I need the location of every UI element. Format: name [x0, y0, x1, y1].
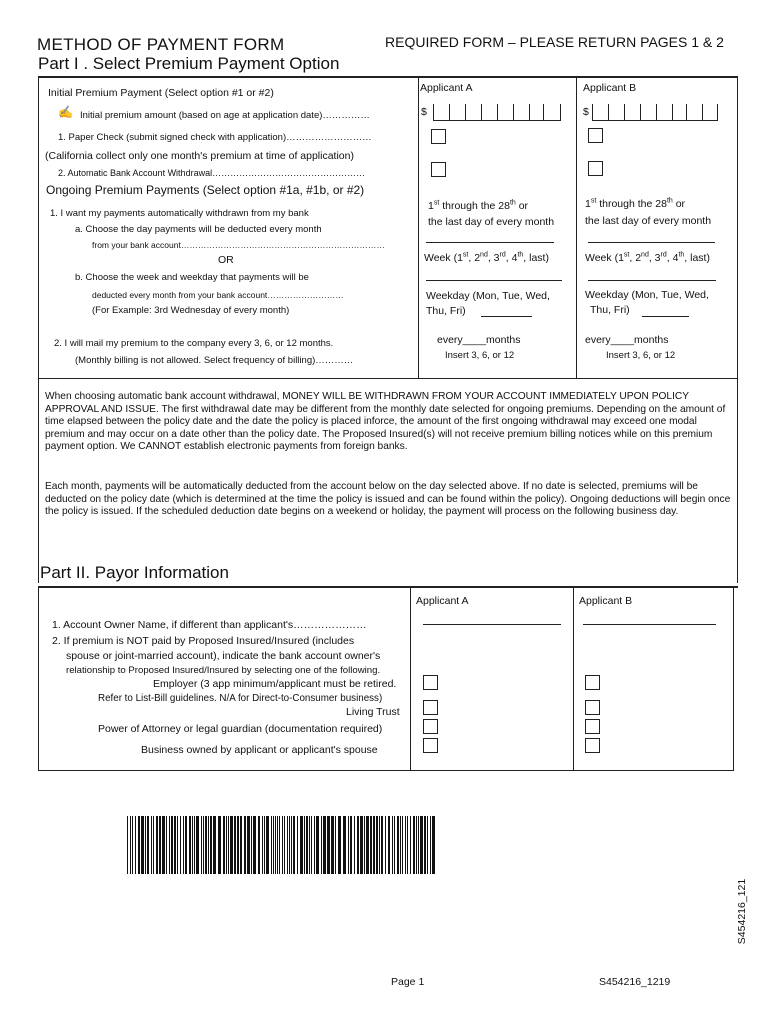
employer-checkbox-a[interactable]	[423, 675, 438, 690]
weekday-line-a[interactable]	[481, 316, 532, 317]
ongoing-option1b-example: (For Example: 3rd Wednesday of every month)	[92, 305, 290, 316]
page-number: Page 1	[391, 976, 425, 988]
paper-check-checkbox-a[interactable]	[431, 129, 446, 144]
employer-line1: Employer (3 app minimum/applicant must be retired.	[153, 678, 397, 690]
part2-title: Part II. Payor Information	[40, 563, 229, 582]
withdrawal-notice: When choosing automatic bank account withdrawal, MONEY WILL BE WITHDRAWN FROM YOUR ACCOUNT IMMEDIATELY UPON POLICY APPROVAL AND ISSUE. The first withdrawal date may be different from the monthly date selected for ongoing premiums. Depending on the amount of time elapsed between the policy date and the date the policy is placed inforce, the amount of the first ongoing withdrawal may exceed one modal premium and may occur on a date other than the policy date. The Proposed Insured(s) will not receive premium billing notices while on this premium payment option. We CANNOT establish electronic payments from foreign banks.	[45, 391, 726, 453]
amount-field-b[interactable]	[592, 104, 718, 121]
ongoing-option1a-line2: from your bank account………………………………………………………………	[92, 240, 385, 250]
part2-right-border	[733, 588, 734, 770]
part2-col-applicant-b: Applicant B	[579, 595, 633, 607]
week-label-b: Week (1st, 2nd, 3rd, 4th, last)	[585, 251, 710, 264]
employer-line2: Refer to List-Bill guidelines. N/A for Direct-to-Consumer business)	[98, 693, 383, 704]
part2-col-divider-a	[410, 588, 411, 770]
account-owner-label: 1. Account Owner Name, if different than applicant's…………………	[52, 619, 367, 631]
weekday-line-b[interactable]	[642, 316, 689, 317]
part1-mid-rule	[38, 378, 738, 379]
account-owner-line-b[interactable]	[583, 624, 716, 625]
weekday-label-a: Weekday (Mon, Tue, Wed,	[426, 290, 550, 302]
amount-field-a[interactable]	[433, 104, 561, 121]
weekday-label-a2: Thu, Fri)	[426, 305, 466, 317]
poa-label: Power of Attorney or legal guardian (documentation required)	[98, 723, 383, 735]
col-divider-a	[418, 78, 419, 378]
col-applicant-b: Applicant B	[583, 82, 637, 94]
side-form-code: S454216_121	[736, 878, 749, 945]
pen-icon: ✍	[58, 105, 73, 119]
or-separator: OR	[218, 254, 234, 266]
poa-checkbox-b[interactable]	[585, 719, 600, 734]
every-months-a: every____months	[437, 334, 521, 346]
part2-top-rule	[38, 586, 738, 588]
initial-premium-label: Initial Premium Payment (Select option #1 or #2)	[48, 87, 274, 99]
ongoing-option1: 1. I want my payments automatically withdrawn from my bank	[50, 208, 309, 219]
week-line-a[interactable]	[426, 280, 562, 281]
day-line-a[interactable]	[426, 242, 554, 243]
part2-bottom-rule	[38, 770, 734, 771]
part2-left-border	[38, 588, 39, 770]
part1-top-rule	[38, 76, 738, 78]
week-label-a: Week (1st, 2nd, 3rd, 4th, last)	[424, 251, 549, 264]
col-applicant-a: Applicant A	[420, 82, 473, 94]
living-trust-checkbox-b[interactable]	[585, 700, 600, 715]
living-trust-label: Living Trust	[346, 706, 400, 718]
part1-right-border	[737, 78, 738, 583]
last-day-a: the last day of every month	[428, 216, 555, 228]
ongoing-option1b-line1: b. Choose the week and weekday that payments will be	[75, 272, 309, 283]
living-trust-checkbox-a[interactable]	[423, 700, 438, 715]
business-checkbox-a[interactable]	[423, 738, 438, 753]
weekday-label-b2: Thu, Fri)	[590, 304, 630, 316]
ongoing-option1a-line1: a. Choose the day payments will be deducted every month	[75, 224, 322, 235]
part2-col-applicant-a: Applicant A	[416, 595, 469, 607]
insert-note-b: Insert 3, 6, or 12	[606, 350, 676, 361]
day-range-b: 1st through the 28th or	[585, 197, 686, 210]
weekday-label-b: Weekday (Mon, Tue, Wed,	[585, 289, 709, 301]
deduction-notice: Each month, payments will be automatically deducted from the account below on the day selected above. If no date is selected, premiums will be deducted on the policy date (which is determined at the time the policy is issued and can be found within the policy). Ongoing deductions will begin once the policy is issued. If the scheduled deduction date begins on a weekend or holiday, the payment will process on the following business day.	[45, 481, 731, 518]
required-note: REQUIRED FORM – PLEASE RETURN PAGES 1 & 2	[385, 34, 724, 50]
paper-check-checkbox-b[interactable]	[588, 128, 603, 143]
account-owner-line-a[interactable]	[423, 624, 561, 625]
option2-auto-withdrawal: 2. Automatic Bank Account Withdrawal……………………………………………	[58, 168, 366, 178]
option1-paper-check: 1. Paper Check (submit signed check with application)………………………	[58, 132, 372, 143]
currency-b: $	[583, 106, 589, 118]
business-checkbox-b[interactable]	[585, 738, 600, 753]
insert-note-a: Insert 3, 6, or 12	[445, 350, 515, 361]
ongoing-option2-line1: 2. I will mail my premium to the company every 3, 6, or 12 months.	[54, 338, 334, 349]
part1-left-border	[38, 78, 39, 583]
col-divider-b	[576, 78, 577, 378]
currency-a: $	[421, 106, 427, 118]
form-title: METHOD OF PAYMENT FORM	[37, 35, 285, 54]
initial-amount-label: Initial premium amount (based on age at application date)……………	[80, 110, 370, 121]
part2-col-divider-b	[573, 588, 574, 770]
day-line-b[interactable]	[588, 242, 715, 243]
ongoing-option1b-line2: deducted every month from your bank account………………………	[92, 290, 344, 300]
california-note: (California collect only one month's premium at time of application)	[45, 150, 354, 162]
employer-checkbox-b[interactable]	[585, 675, 600, 690]
part1-title: Part I . Select Premium Payment Option	[38, 54, 340, 73]
auto-withdrawal-checkbox-b[interactable]	[588, 161, 603, 176]
item2-line1: 2. If premium is NOT paid by Proposed Insured/Insured (includes	[52, 635, 355, 647]
ongoing-option2-line2: (Monthly billing is not allowed. Select frequency of billing)…………	[75, 355, 354, 366]
item2-line3: relationship to Proposed Insured/Insured by selecting one of the following.	[66, 665, 381, 676]
last-day-b: the last day of every month	[585, 215, 712, 227]
business-owned-label: Business owned by applicant or applicant's spouse	[141, 744, 378, 756]
week-line-b[interactable]	[588, 280, 716, 281]
poa-checkbox-a[interactable]	[423, 719, 438, 734]
day-range-a: 1st through the 28th or	[428, 199, 529, 212]
item2-line2: spouse or joint-married account), indicate the bank account owner's	[66, 650, 381, 662]
ongoing-premium-label: Ongoing Premium Payments (Select option #1a, #1b, or #2)	[46, 183, 365, 197]
every-months-b: every____months	[585, 334, 669, 346]
auto-withdrawal-checkbox-a[interactable]	[431, 162, 446, 177]
footer-form-code: S454216_1219	[599, 976, 671, 988]
barcode-image	[127, 816, 437, 874]
